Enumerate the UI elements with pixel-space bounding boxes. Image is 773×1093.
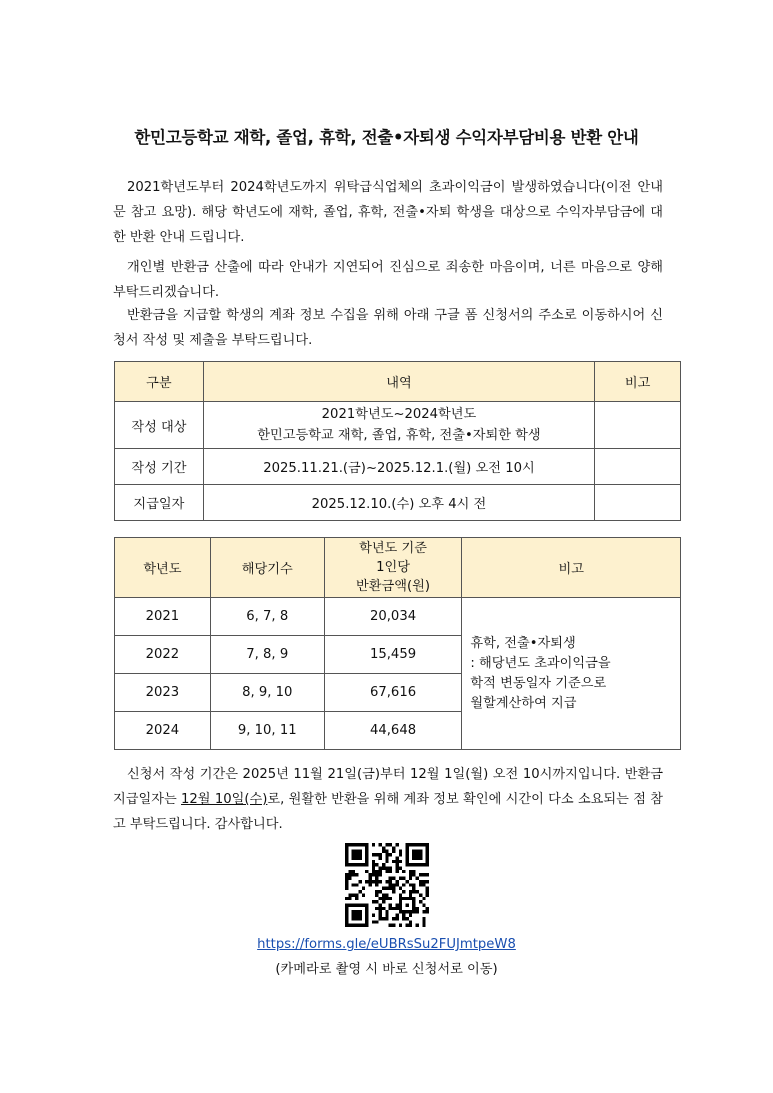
intro-text-1: 2021학년도부터 2024학년도까지 위탁급식업체의 초과이익금이 발생하였습니다(이전 안내문 참고 요망). 해당 학년도에 재학, 졸업, 휴학, 전출•자퇴 학생을 대상으로 수익자부담금에 대한 반환 안내 드립니다.: [113, 180, 663, 245]
header-year: 학년도: [115, 538, 211, 598]
row-note: [595, 449, 681, 485]
intro-paragraph-1: [113, 175, 663, 250]
cell-amount: 15,459: [324, 636, 462, 674]
camera-caption: (카메라로 촬영 시 바로 신청서로 이동): [275, 962, 498, 977]
header-amount: [324, 538, 462, 598]
intro-text-2: 개인별 반환금 산출에 따라 안내가 지연되어 진심으로 죄송한 마음이며, 너른 마음으로 양해 부탁드리겠습니다.: [113, 260, 663, 300]
cell-amount: 67,616: [324, 674, 462, 712]
header-category: 구분: [115, 362, 204, 402]
row-note: [595, 485, 681, 521]
cell-cohort: 6, 7, 8: [210, 598, 324, 636]
header-amount-line: 반환금액(원): [356, 579, 431, 594]
application-info-table: [114, 361, 681, 521]
remarks-note: [462, 598, 681, 750]
cell-year: 2024: [115, 712, 211, 750]
cell-cohort: 7, 8, 9: [210, 636, 324, 674]
intro-paragraph-2: [113, 255, 663, 305]
header-remarks: 비고: [462, 538, 681, 598]
cell-year: 2022: [115, 636, 211, 674]
qr-code-icon[interactable]: [345, 843, 429, 927]
table-header-row: [115, 538, 681, 598]
cell-amount: 20,034: [324, 598, 462, 636]
row-label: 지급일자: [115, 485, 204, 521]
page-title: 한민고등학교 재학, 졸업, 휴학, 전출•자퇴생 수익자부담비용 반환 안내: [134, 128, 639, 147]
closing-text-before: 신청서 작성 기간은 2025년 11월 21일(금)부터 12월 1일(월) 오전 10시까지입니다. 반환금 지급일자는: [113, 767, 663, 807]
payment-date-underlined: 12월 10일(수): [181, 792, 268, 807]
intro-text-3: 반환금을 지급할 학생의 계좌 정보 수집을 위해 아래 구글 폼 신청서의 주소로 이동하시어 신청서 작성 및 제출을 부탁드립니다.: [113, 308, 663, 348]
cell-year: 2023: [115, 674, 211, 712]
table-row: [115, 598, 681, 636]
table-header-row: [115, 362, 681, 402]
cell-year: 2021: [115, 598, 211, 636]
closing-text-after: 로, 원활한 반환을 위해 계좌 정보 확인에 시간이 다소 소요되는 점 참고 부탁드립니다. 감사합니다.: [113, 792, 663, 832]
row-label: 작성 대상: [115, 402, 204, 449]
closing-paragraph: [113, 762, 663, 837]
table-row: [115, 402, 681, 449]
header-amount-line: 학년도 기준: [359, 541, 427, 556]
google-form-link[interactable]: https://forms.gle/eUBRsSu2FUJmtpeW8: [257, 937, 516, 952]
row-detail: 2025.12.10.(수) 오후 4시 전: [203, 485, 594, 521]
refund-amount-table: [114, 537, 681, 750]
header-remarks: 비고: [595, 362, 681, 402]
intro-paragraph-3: [113, 303, 663, 353]
row-note: [595, 402, 681, 449]
row-detail-line: 2021학년도~2024학년도: [321, 407, 477, 422]
remarks-line: 학적 변동일자 기준으로: [470, 675, 607, 691]
row-detail: [203, 402, 594, 449]
header-details: 내역: [203, 362, 594, 402]
cell-cohort: 8, 9, 10: [210, 674, 324, 712]
cell-amount: 44,648: [324, 712, 462, 750]
cell-cohort: 9, 10, 11: [210, 712, 324, 750]
remarks-line: 휴학, 전출•자퇴생: [470, 635, 576, 651]
remarks-line: 월할계산하여 지급: [470, 695, 577, 711]
table-row: [115, 485, 681, 521]
row-detail: 2025.11.21.(금)~2025.12.1.(월) 오전 10시: [203, 449, 594, 485]
row-detail-line: 한민고등학교 재학, 졸업, 휴학, 전출•자퇴한 학생: [257, 428, 541, 443]
remarks-line: : 해당년도 초과이익금을: [470, 655, 611, 671]
header-amount-line: 1인당: [376, 560, 410, 575]
header-cohort: 해당기수: [210, 538, 324, 598]
table-row: [115, 449, 681, 485]
row-label: 작성 기간: [115, 449, 204, 485]
